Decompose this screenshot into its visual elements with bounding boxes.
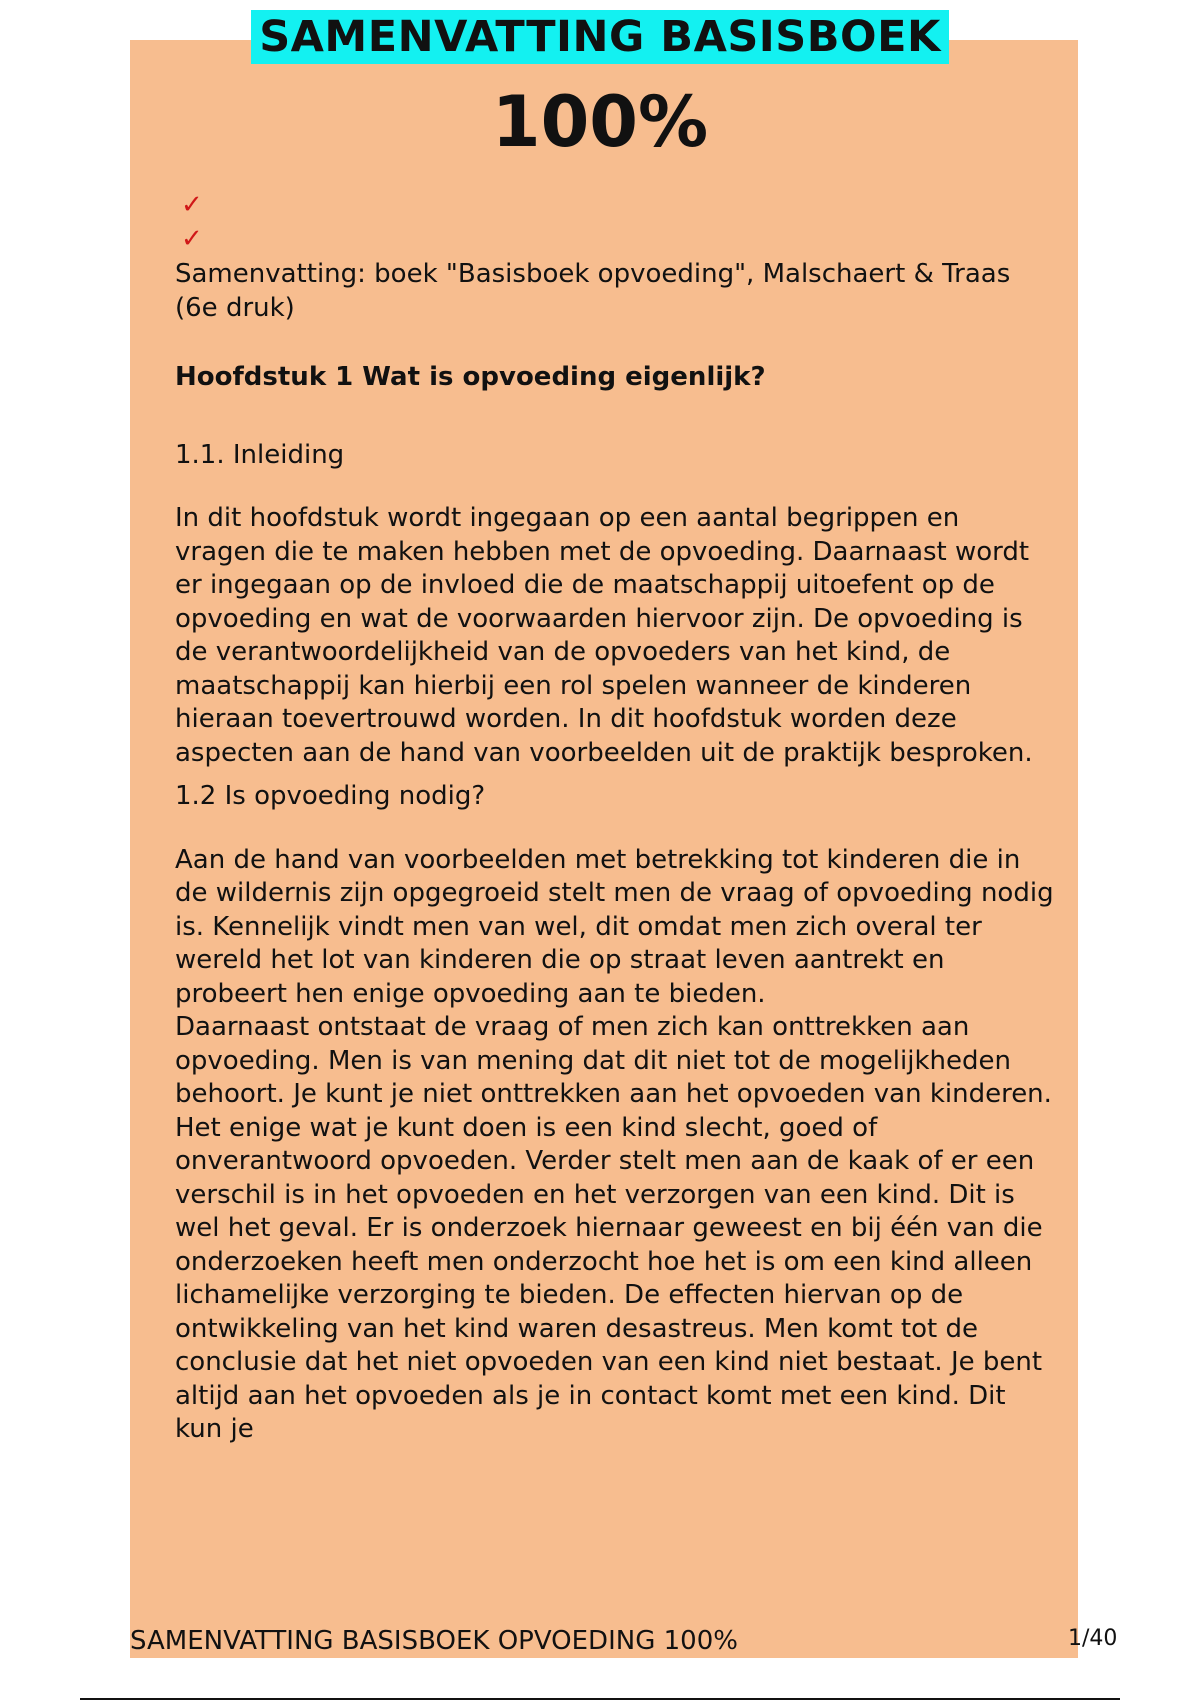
section-heading-1-2: 1.2 Is opvoeding nodig? [175, 781, 486, 811]
section-text-1-1: In dit hoofdstuk wordt ingegaan op een aantal begrippen en vragen die te maken hebben met de opvoeding. Daarnaast wordt er ingegaan op de invloed die de maatschappij uitoefent op de opvoeding en wat de voorwaarden hiervoor zijn. De opvoeding is de verantwoordelijkheid van de opvoeders van het kind, de maatschappij kan hierbij een rol spelen wanneer de kinderen hieraan toevertrouwd worden. In dit hoofdstuk worden deze aspecten aan de hand van voorbeelden uit de praktijk besproken. [175, 503, 1033, 768]
title-block [0, 10, 1200, 64]
document-title: SAMENVATTING BASISBOEK [251, 10, 949, 64]
book-reference: Samenvatting: boek "Basisboek opvoeding", Malschaert & Traas (6e druk) [175, 259, 1011, 323]
section-text-1-2-a: Aan de hand van voorbeelden met betrekking tot kinderen die in de wildernis zijn opgegroeid stelt men de vraag of opvoeding nodig is. Kennelijk vindt men van wel, dit omdat men zich overal ter wereld het lot van kinderen die op straat leven aantrekt en probeert hen enige opvoeding aan te bieden. [175, 844, 1054, 1009]
page-number: 1/40 [1068, 1626, 1118, 1651]
document-subtitle: 100% [491, 81, 709, 163]
footer-label: SAMENVATTING BASISBOEK OPVOEDING 100% [130, 1626, 738, 1656]
checkmark-icon: ✓ [181, 224, 203, 254]
document-content [175, 188, 1055, 1447]
section-text-1-2-b: Daarnaast ontstaat de vraag of men zich kan onttrekken aan opvoeding. Men is van mening dat dit niet tot de mogelijkheden behoort. Je kunt je niet onttrekken aan het opvoeden van kinderen. Het enige wat je kunt doen is een kind slecht, goed of onverantwoord opvoeden. Verder stelt men aan de kaak of er een verschil is in het opvoeden en het verzorgen van een kind. Dit is wel het geval. Er is onderzoek hiernaar geweest en bij één van die onderzoeken heeft men onderzocht hoe het is om een kind alleen lichamelijke verzorging te bieden. De effecten hiervan op de ontwikkeling van het kind waren desastreus. Men komt tot de conclusie dat het niet opvoeden van een kind niet bestaat. Je bent altijd aan het opvoeden als je in contact komt met een kind. Dit kun je [175, 1012, 1052, 1444]
section-heading-1-1: 1.1. Inleiding [175, 439, 345, 470]
chapter-heading: Hoofdstuk 1 Wat is opvoeding eigenlijk? [175, 362, 766, 392]
checkmark-icon: ✓ [181, 190, 203, 220]
